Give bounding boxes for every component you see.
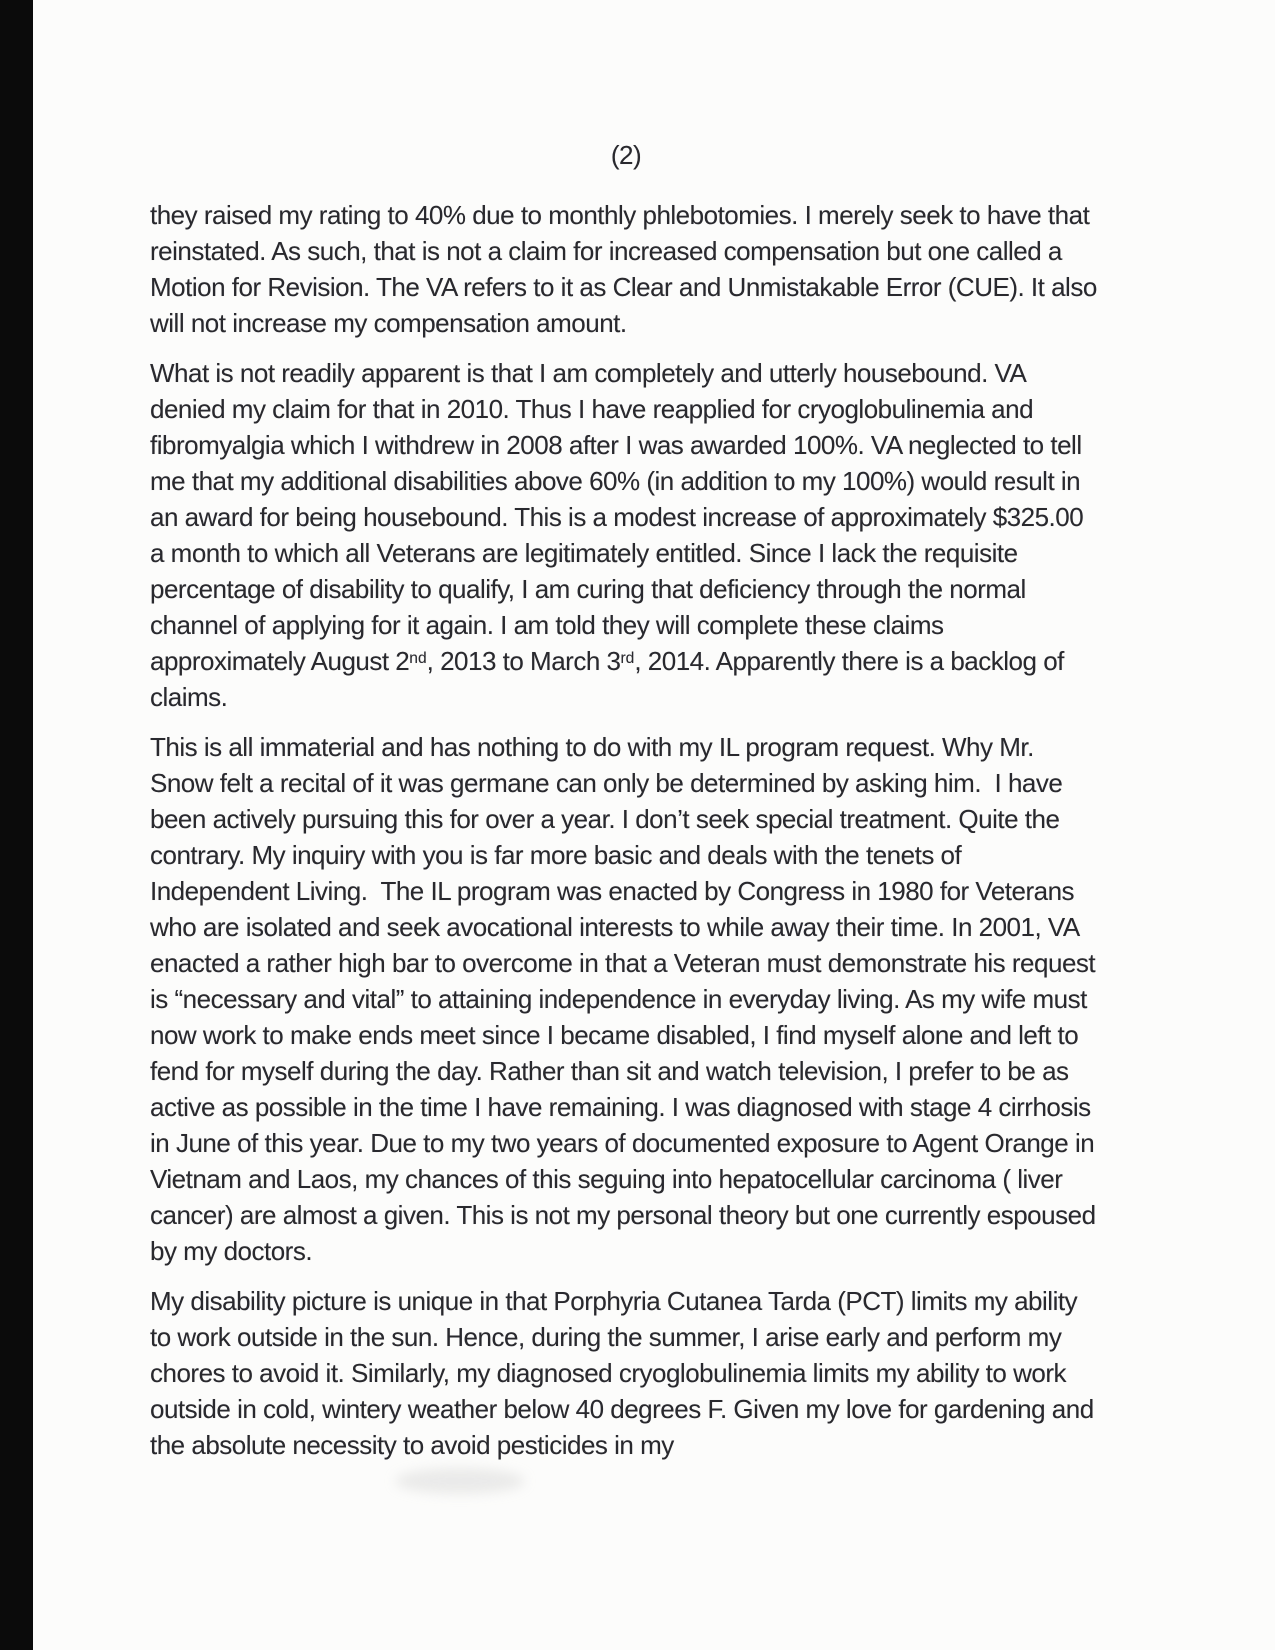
paragraph: This is all immaterial and has nothing to do with my IL program request. Why Mr. Snow felt a recital of it was germane can only be determined by asking him. I have been actively pursuing this for over a year. I don’t seek special treatment. Quite the contrary. My inquiry with you is far more basic and deals with the tenets of Independent Living. The IL program was enacted by Congress in 1980 for Veterans who are isolated and seek avocational interests to while away their time. In 2001, VA enacted a rather high bar to overcome in that a Veteran must demonstrate his request is “necessary and vital” to attaining independence in everyday living. As my wife must now work to make ends meet since I became disabled, I find myself alone and left to fend for myself during the day. Rather than sit and watch television, I prefer to be as active as possible in the time I have remaining. I was diagnosed with stage 4 cirrhosis in June of this year. Due to my two years of documented exposure to Agent Orange in Vietnam and Laos, my chances of this seguing into hepatocellular carcinoma ( liver cancer) are almost a given. This is not my personal theory but one currently espoused by my doctors. (150, 732, 1103, 1266)
letter-body (150, 197, 1102, 1463)
paragraph: My disability picture is unique in that Porphyria Cutanea Tarda (PCT) limits my ability to work outside in the sun. Hence, during the summer, I arise early and perform my chores to avoid it. Similarly, my diagnosed cryoglobulinemia limits my ability to work outside in cold, wintery weather below 40 degrees F. Given my love for gardening and the absolute necessity to avoid pesticides in my (150, 1286, 1101, 1460)
ordinal-superscript: rd (620, 649, 635, 667)
letter-content (150, 137, 1102, 1463)
scanner-edge-strip (0, 0, 33, 1650)
ordinal-superscript: nd (409, 649, 427, 667)
paragraph: What is not readily apparent is that I am completely and utterly housebound. VA denied my claim for that in 2010. Thus I have reapplied for cryoglobulinemia and fibromyalgia which I withdrew in 2008 after I was awarded 100%. VA neglected to tell me that my additional disabilities above 60% (in addition to my 100%) would result in an award for being housebound. This is a modest increase of approximately $325.00 a month to which all Veterans are legitimately entitled. Since I lack the requisite percentage of disability to qualify, I am curing that deficiency through the normal channel of applying for it again. I am told they will complete these claims approximately August 2nd, 2013 to March 3rd, 2014. Apparently there is a backlog of claims. (150, 358, 1090, 712)
scan-smudge (395, 1468, 525, 1494)
paragraph: they raised my rating to 40% due to monthly phlebotomies. I merely seek to have that reinstated. As such, that is not a claim for increased compensation but one called a Motion for Revision. The VA refers to it as Clear and Unmistakable Error (CUE). It also will not increase my compensation amount. (150, 200, 1104, 338)
page-number: (2) (610, 140, 642, 170)
